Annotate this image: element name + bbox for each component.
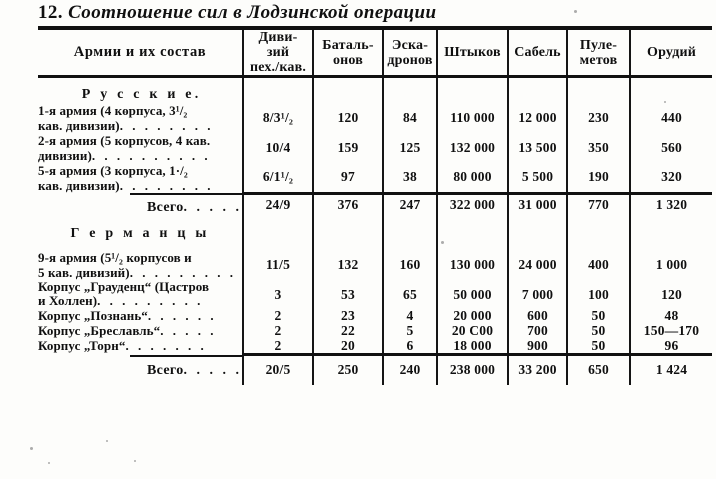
cell-squadrons: 160	[383, 250, 437, 280]
spacer-cell	[630, 216, 712, 250]
scan-speckle	[124, 111, 126, 113]
total-battalions: 376	[313, 193, 383, 216]
cell-divisions: 8/3¹/₂	[243, 103, 313, 133]
column-header-battalions: Баталь- онов	[313, 28, 383, 77]
cell-bayonets: 110 000	[437, 103, 508, 133]
cell-squadrons: 6	[383, 338, 437, 355]
total-bayonets: 322 000	[437, 193, 508, 216]
cell-machineguns: 190	[567, 163, 630, 193]
spacer-cell	[243, 77, 313, 104]
forces-comparison-table	[38, 26, 712, 385]
cell-battalions: 97	[313, 163, 383, 193]
scan-speckle	[134, 460, 136, 462]
row-label-army-2: 2-я армия (5 корпусов, 4 кав. дивизии). . . . . . . . . .	[38, 133, 211, 163]
spacer-cell	[437, 77, 508, 104]
cell-guns: 320	[630, 163, 712, 193]
row-label-corps-breslau: Корпус „Бреславль“. . . . .	[38, 322, 217, 338]
cell-sabres: 700	[508, 323, 567, 338]
cell-sabres: 24 000	[508, 250, 567, 280]
cell-divisions: 3	[243, 280, 313, 308]
total-machineguns: 650	[567, 355, 630, 385]
cell-battalions: 132	[313, 250, 383, 280]
table-row	[38, 308, 712, 323]
cell-squadrons: 38	[383, 163, 437, 193]
table-row	[38, 133, 712, 163]
cell-machineguns: 100	[567, 280, 630, 308]
spacer-cell	[313, 77, 383, 104]
cell-machineguns: 230	[567, 103, 630, 133]
spacer-cell	[243, 216, 313, 250]
total-divisions: 24/9	[243, 193, 313, 216]
spacer-cell	[313, 216, 383, 250]
total-guns: 1 320	[630, 193, 712, 216]
cell-sabres: 900	[508, 338, 567, 355]
total-divisions: 20/5	[243, 355, 313, 385]
cell-bayonets: 130 000	[437, 250, 508, 280]
total-squadrons: 240	[383, 355, 437, 385]
cell-squadrons: 65	[383, 280, 437, 308]
total-sabres: 33 200	[508, 355, 567, 385]
table-row	[38, 323, 712, 338]
row-label-corps-thorn: Корпус „Торн“. . . . . . .	[38, 338, 207, 354]
total-guns: 1 424	[630, 355, 712, 385]
header-row	[38, 28, 712, 77]
cell-guns: 150—170	[630, 323, 712, 338]
cell-squadrons: 5	[383, 323, 437, 338]
cell-squadrons: 84	[383, 103, 437, 133]
cell-machineguns: 50	[567, 308, 630, 323]
column-header-machineguns: Пуле- метов	[567, 28, 630, 77]
cell-divisions: 6/1¹/₂	[243, 163, 313, 193]
column-header-divisions: Диви- зий пех./кав.	[243, 28, 313, 77]
table-caption	[38, 2, 436, 24]
caption-number: 12.	[38, 2, 63, 23]
cell-guns: 440	[630, 103, 712, 133]
table	[38, 26, 712, 385]
cell-machineguns: 50	[567, 338, 630, 355]
table-header	[38, 28, 712, 77]
cell-bayonets: 20 000	[437, 308, 508, 323]
cell-squadrons: 4	[383, 308, 437, 323]
cell-divisions: 11/5	[243, 250, 313, 280]
section-heading-germans: Г е р м а н ц ы	[70, 226, 210, 241]
table-row	[38, 163, 712, 193]
total-squadrons: 247	[383, 193, 437, 216]
cell-bayonets: 132 000	[437, 133, 508, 163]
column-header-bayonets: Штыков	[437, 28, 508, 77]
cell-sabres: 7 000	[508, 280, 567, 308]
section-total-row-russians	[38, 193, 712, 216]
column-header-guns: Орудий	[630, 28, 712, 77]
scan-speckle	[664, 101, 666, 103]
row-label-army-1: 1-я армия (4 корпуса, 3¹/₂ кав. дивизии). . . . . . . .	[38, 103, 214, 133]
cell-guns: 96	[630, 338, 712, 355]
table-row	[38, 280, 712, 308]
cell-squadrons: 125	[383, 133, 437, 163]
cell-sabres: 600	[508, 308, 567, 323]
scan-speckle	[30, 447, 33, 450]
cell-guns: 48	[630, 308, 712, 323]
cell-bayonets: 50 000	[437, 280, 508, 308]
cell-battalions: 22	[313, 323, 383, 338]
total-machineguns: 770	[567, 193, 630, 216]
row-label-corps-posen: Корпус „Познань“. . . . . .	[38, 307, 217, 323]
cell-bayonets: 18 000	[437, 338, 508, 355]
table-row	[38, 338, 712, 355]
cell-sabres: 12 000	[508, 103, 567, 133]
cell-guns: 560	[630, 133, 712, 163]
cell-battalions: 20	[313, 338, 383, 355]
cell-divisions: 10/4	[243, 133, 313, 163]
cell-divisions: 2	[243, 308, 313, 323]
cell-battalions: 159	[313, 133, 383, 163]
column-header-sabres: Сабель	[508, 28, 567, 77]
cell-guns: 120	[630, 280, 712, 308]
scan-speckle	[48, 462, 50, 464]
column-header-forces: Армии и их состав	[73, 44, 207, 60]
spacer-cell	[567, 216, 630, 250]
spacer-cell	[630, 77, 712, 104]
total-label-russians: Всего. . . . .	[38, 193, 243, 216]
table-row	[38, 103, 712, 133]
scan-speckle	[441, 241, 444, 244]
cell-sabres: 5 500	[508, 163, 567, 193]
cell-machineguns: 50	[567, 323, 630, 338]
caption-title: Соотношение сил в Лодзинской операции	[68, 2, 437, 23]
total-bayonets: 238 000	[437, 355, 508, 385]
total-sabres: 31 000	[508, 193, 567, 216]
scan-speckle	[106, 440, 108, 442]
cell-machineguns: 400	[567, 250, 630, 280]
cell-bayonets: 20 С00	[437, 323, 508, 338]
scan-speckle	[574, 10, 577, 13]
section-heading-russians: Р у с с к и е.	[81, 87, 199, 102]
spacer-cell	[383, 216, 437, 250]
total-battalions: 250	[313, 355, 383, 385]
section-heading-row-russians	[38, 77, 712, 104]
cell-sabres: 13 500	[508, 133, 567, 163]
cell-divisions: 2	[243, 338, 313, 355]
spacer-cell	[508, 216, 567, 250]
table-row	[38, 250, 712, 280]
cell-battalions: 23	[313, 308, 383, 323]
spacer-cell	[567, 77, 630, 104]
cell-machineguns: 350	[567, 133, 630, 163]
row-label-army-5: 5-я армия (3 корпуса, 1·/₂ кав. дивизии). . . . . . . .	[38, 163, 214, 193]
table-body	[38, 77, 712, 385]
total-label-germans: Всего. . . . .	[38, 355, 243, 385]
row-label-army-9: 9-я армия (5¹/₂ корпусов и 5 кав. дивизий). . . . . . . . .	[38, 250, 236, 280]
column-header-squadrons: Эска- дронов	[383, 28, 437, 77]
section-heading-row-germans	[38, 216, 712, 250]
cell-battalions: 53	[313, 280, 383, 308]
cell-guns: 1 000	[630, 250, 712, 280]
cell-battalions: 120	[313, 103, 383, 133]
spacer-cell	[437, 216, 508, 250]
spacer-cell	[508, 77, 567, 104]
cell-bayonets: 80 000	[437, 163, 508, 193]
section-total-row-germans	[38, 355, 712, 385]
row-label-corps-graudenz: Корпус „Грауденц“ (Цастров и Холлен). . . . . . . . .	[38, 279, 210, 308]
cell-divisions: 2	[243, 323, 313, 338]
spacer-cell	[383, 77, 437, 104]
